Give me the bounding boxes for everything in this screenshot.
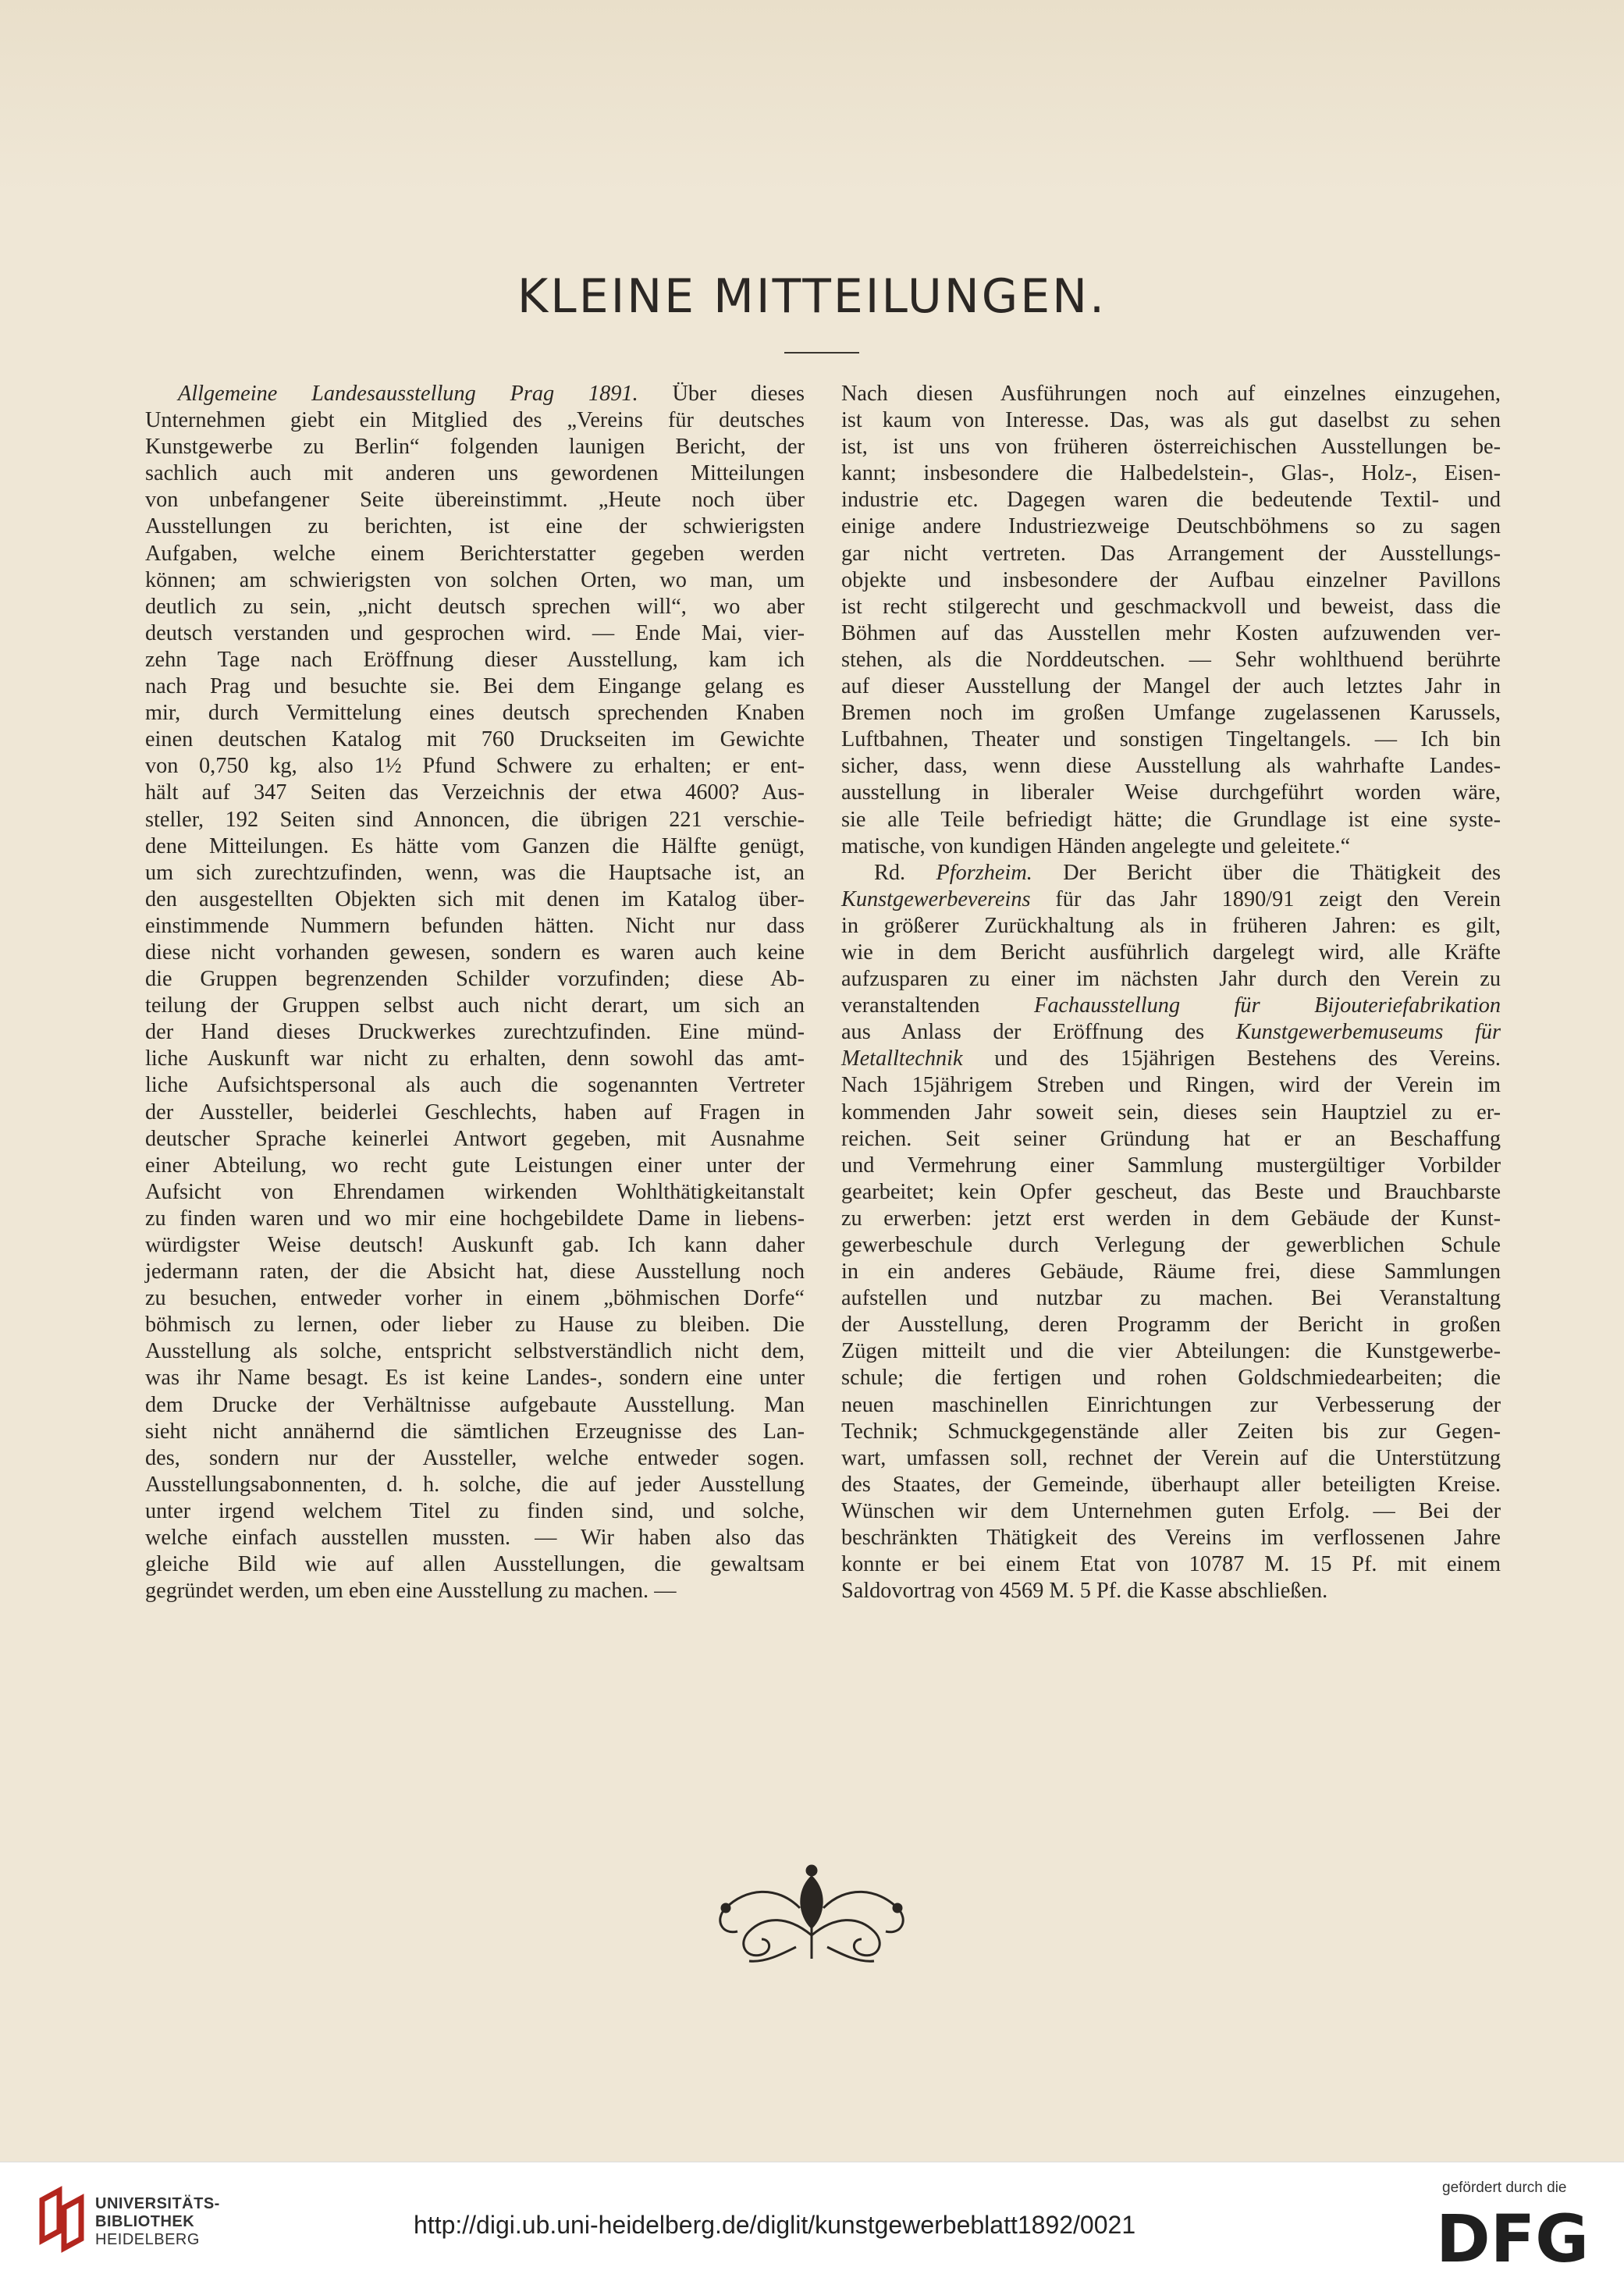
text-run: böhmisch zu lernen, oder lieber zu Hause zu bleiben. Die <box>145 1313 805 1338</box>
text-run: nach Prag und besuchte sie. Bei dem Eingange gelang es <box>145 674 805 699</box>
text-line <box>145 940 805 966</box>
text-run: Ausstellungsabonnenten, d. h. solche, die auf jeder Ausstellung <box>145 1472 805 1497</box>
text-run: Über dieses <box>638 382 805 406</box>
text-line <box>145 1019 805 1046</box>
text-line <box>841 966 1501 993</box>
text-line <box>145 1525 805 1551</box>
text-line <box>145 1285 805 1312</box>
text-run: welche einfach ausstellen mussten. — Wir haben also das <box>145 1526 805 1551</box>
text-run: einige andere Industriezweige Deutschböhmens so zu sagen <box>841 514 1501 539</box>
left-column <box>145 381 805 1604</box>
text-run: gegründet werden, um eben eine Ausstellung zu machen. — <box>145 1579 677 1604</box>
text-line <box>841 753 1501 780</box>
title-rule <box>784 352 859 354</box>
italic-run: Allgemeine Landesausstellung Prag 1891. <box>178 382 638 406</box>
text-run: gearbeitet; kein Opfer gescheut, das Beste und Brauchbarste <box>841 1179 1501 1204</box>
text-line <box>145 1206 805 1232</box>
text-run: in ein anderes Gebäude, Räume frei, diese Sammlungen <box>841 1260 1501 1284</box>
funded-by-label: gefördert durch die <box>1442 2180 1567 2196</box>
text-line <box>841 434 1501 460</box>
text-run: deutscher Sprache keinerlei Antwort gegeben, mit Ausnahme <box>145 1126 805 1151</box>
text-line <box>145 620 805 647</box>
text-run: Zügen mitteilt und die vier Abteilungen: die Kunstgewerbe- <box>841 1339 1501 1364</box>
text-line <box>841 833 1501 860</box>
text-line <box>145 1445 805 1472</box>
library-line: BIBLIOTHEK <box>95 2213 195 2230</box>
text-line <box>841 1019 1501 1046</box>
text-line <box>841 727 1501 753</box>
text-line <box>145 1179 805 1206</box>
text-line <box>841 1046 1501 1072</box>
text-line <box>145 913 805 940</box>
text-run: Ausstellung als solche, entspricht selbstverständlich nicht dem, <box>145 1339 805 1364</box>
text-run: auf dieser Ausstellung der Mangel der auch letztes Jahr in <box>841 674 1501 699</box>
text-line <box>841 647 1501 673</box>
text-line <box>145 673 805 700</box>
text-line <box>841 1578 1501 1604</box>
text-line <box>841 594 1501 620</box>
text-run: der Aussteller, beiderlei Geschlechts, haben auf Fragen in <box>145 1100 805 1125</box>
text-line <box>841 620 1501 647</box>
text-line <box>145 780 805 806</box>
text-line <box>841 1206 1501 1232</box>
text-line <box>841 487 1501 513</box>
text-run: der Hand dieses Druckwerkes zurechtzufinden. Eine münd- <box>145 1020 805 1045</box>
text-run: aufstellen und nutzbar zu machen. Bei Veranstaltung <box>841 1286 1501 1311</box>
text-run: schule; die fertigen und rohen Goldschmiedearbeiten; die <box>841 1366 1501 1391</box>
floral-ornament-icon <box>702 1861 921 1967</box>
text-run: liche Aufsichtspersonal als auch die sogenannten Vertreter <box>145 1073 805 1098</box>
text-line <box>145 434 805 460</box>
text-run: von 0,750 kg, also 1½ Pfund Schwere zu erhalten; er ent- <box>145 754 805 779</box>
text-run: wart, umfassen soll, rechnet der Verein auf die Unterstützung <box>841 1445 1501 1470</box>
text-line <box>145 1153 805 1179</box>
text-run: für das Jahr 1890/91 zeigt den Verein <box>1030 886 1501 911</box>
text-run: ist recht stilgerecht und geschmackvoll und beweist, dass die <box>841 594 1501 619</box>
text-run: Unternehmen giebt ein Mitglied des „Vereins für deutsches <box>145 408 805 433</box>
italic-run: Fachausstellung für Bijouteriefabrikation <box>1034 993 1501 1018</box>
text-run: Technik; Schmuckgegenstände aller Zeiten bis zur Gegen- <box>841 1419 1501 1444</box>
text-line <box>841 1419 1501 1445</box>
text-run: Saldovortrag von 4569 M. 5 Pf. die Kasse abschließen. <box>841 1579 1328 1604</box>
text-run: des Staates, der Gemeinde, überhaupt aller beteiligten Kreise. <box>841 1472 1501 1497</box>
text-run: objekte und insbesondere der Aufbau einzelner Pavillons <box>841 567 1501 592</box>
text-line <box>841 1259 1501 1285</box>
text-run: Böhmen auf das Ausstellen mehr Kosten aufzuwenden ver- <box>841 620 1501 645</box>
text-run: und Vermehrung einer Sammlung mustergültiger Vorbilder <box>841 1153 1501 1178</box>
text-line <box>145 833 805 860</box>
text-line <box>145 727 805 753</box>
text-run: und des 15jährigen Bestehens des Vereins. <box>962 1046 1501 1071</box>
text-line <box>145 1046 805 1072</box>
text-line <box>145 1126 805 1153</box>
source-url[interactable]: http://digi.ub.uni-heidelberg.de/diglit/kunstgewerbeblatt1892/0021 <box>414 2211 1136 2239</box>
text-line <box>145 460 805 487</box>
text-run: Bremen noch im großen Umfange zugelassenen Karussels, <box>841 701 1501 726</box>
text-line <box>145 886 805 913</box>
text-line <box>841 1498 1501 1525</box>
text-line <box>145 407 805 434</box>
text-run: matische, von kundigen Händen angelegte und geleitete.“ <box>841 833 1351 858</box>
text-line <box>145 1365 805 1391</box>
text-line <box>841 673 1501 700</box>
text-line <box>145 1338 805 1365</box>
text-line <box>841 886 1501 913</box>
text-run: Ausstellungen zu berichten, ist eine der schwierigsten <box>145 514 805 539</box>
text-run: wie in dem Bericht ausführlich dargelegt wird, alle Kräfte <box>841 940 1501 965</box>
text-line <box>145 513 805 540</box>
text-line <box>145 1551 805 1578</box>
text-line <box>841 780 1501 806</box>
text-run: Wünschen wir dem Unternehmen guten Erfolg. — Bei der <box>841 1498 1501 1523</box>
text-run: Nach 15jährigem Streben und Ringen, wird der Verein im <box>841 1073 1501 1098</box>
text-run: ist kaum von Interesse. Das, was als gut daselbst zu sehen <box>841 408 1501 433</box>
text-run: aus Anlass der Eröffnung des <box>841 1020 1236 1045</box>
text-run: um sich zurechtzufinden, wenn, was die Hauptsache ist, an <box>145 860 805 885</box>
text-line <box>145 1312 805 1338</box>
text-run: jedermann raten, der die Absicht hat, diese Ausstellung noch <box>145 1260 805 1284</box>
text-line <box>841 1232 1501 1259</box>
text-run: zu erwerben: jetzt erst werden in dem Gebäude der Kunst- <box>841 1206 1501 1231</box>
text-run: zu finden waren und wo mir eine hochgebildete Dame in liebens- <box>145 1206 805 1231</box>
text-line <box>841 1365 1501 1391</box>
text-run: aufzusparen zu einer im nächsten Jahr durch den Verein zu <box>841 967 1501 992</box>
text-line <box>145 1419 805 1445</box>
text-line <box>145 1392 805 1419</box>
text-line <box>841 700 1501 727</box>
text-line <box>841 513 1501 540</box>
text-run: sie alle Teile befriedigt hätte; die Grundlage ist eine syste- <box>841 807 1501 832</box>
text-run: ausstellung in liberaler Weise durchgeführt worden wäre, <box>841 780 1501 805</box>
text-run: Kunstgewerbe zu Berlin“ folgenden launigen Bericht, der <box>145 435 805 460</box>
text-line <box>841 1445 1501 1472</box>
text-run: können; am schwierigsten von solchen Orten, wo man, um <box>145 567 805 592</box>
text-line <box>145 807 805 833</box>
text-line <box>145 487 805 513</box>
text-run: in größerer Zurückhaltung als in früheren Jahren: es gilt, <box>841 913 1501 938</box>
text-line <box>841 1100 1501 1126</box>
text-line <box>145 1578 805 1604</box>
text-line <box>841 1551 1501 1578</box>
text-line <box>841 407 1501 434</box>
text-line <box>841 460 1501 487</box>
text-run: reichen. Seit seiner Gründung hat er an Beschaffung <box>841 1126 1501 1151</box>
text-run: würdigster Weise deutsch! Auskunft gab. Ich kann daher <box>145 1233 805 1257</box>
text-line <box>145 381 805 407</box>
text-run: deutsch verstanden und gesprochen wird. — Ende Mai, vier- <box>145 620 805 645</box>
text-run: steller, 192 Seiten sind Annoncen, die übrigen 221 verschie- <box>145 807 805 832</box>
italic-run: Kunstgewerbevereins <box>841 886 1031 911</box>
text-run: Aufgaben, welche einem Berichterstatter gegeben werden <box>145 541 805 566</box>
text-line <box>145 1232 805 1259</box>
italic-run: Metalltechnik <box>841 1046 963 1071</box>
right-column <box>841 381 1501 1604</box>
text-run: was ihr Name besagt. Es ist keine Landes-, sondern eine unter <box>145 1366 805 1391</box>
text-run: sicher, dass, wenn diese Ausstellung als wahrhafte Landes- <box>841 754 1501 779</box>
text-line <box>841 1179 1501 1206</box>
text-line <box>841 913 1501 940</box>
text-run: Aufsicht von Ehrendamen wirkenden Wohlthätigkeitanstalt <box>145 1179 805 1204</box>
footer-bar <box>0 2162 1624 2281</box>
text-line <box>841 993 1501 1019</box>
page-title: KLEINE MITTEILUNGEN. <box>517 269 1107 324</box>
text-line <box>145 860 805 886</box>
text-line <box>145 567 805 594</box>
text-run: Luftbahnen, Theater und sonstigen Tingeltangels. — Ich bin <box>841 727 1501 752</box>
text-run: diese nicht vorhanden gewesen, sondern es waren auch keine <box>145 940 805 965</box>
library-line: UNIVERSITÄTS- <box>95 2195 220 2212</box>
text-line <box>145 753 805 780</box>
text-line <box>841 860 1501 886</box>
text-run: unter irgend welchem Titel zu finden sind, und solche, <box>145 1498 805 1523</box>
text-run: einstimmende Nummern befunden hätten. Nicht nur dass <box>145 913 805 938</box>
text-run: sachlich auch mit anderen uns gewordenen Mitteilungen <box>145 461 805 486</box>
italic-run: Pforzheim. <box>936 860 1032 885</box>
text-run: liche Auskunft war nicht zu erhalten, denn sowohl das amt- <box>145 1046 805 1071</box>
text-run: zehn Tage nach Eröffnung dieser Ausstellung, kam ich <box>145 647 805 672</box>
dfg-wordmark: DFG <box>1436 2205 1590 2268</box>
text-run: kommenden Jahr soweit sein, dieses sein Hauptziel zu er- <box>841 1100 1501 1125</box>
text-line <box>841 541 1501 567</box>
text-line <box>145 966 805 993</box>
text-line <box>841 1285 1501 1312</box>
text-line <box>145 1259 805 1285</box>
text-run: stehen, als die Norddeutschen. — Sehr wohlthuend berührte <box>841 647 1501 672</box>
text-run: veranstaltenden <box>841 993 1035 1018</box>
text-line <box>841 1338 1501 1365</box>
library-name <box>95 2195 220 2249</box>
text-line <box>145 1472 805 1498</box>
text-run: kannt; insbesondere die Halbedelstein-, Glas-, Holz-, Eisen- <box>841 461 1501 486</box>
text-run: die Gruppen begrenzenden Schilder vorzufinden; diese Ab- <box>145 967 805 992</box>
text-run: Nach diesen Ausführungen noch auf einzelnes einzugehen, <box>841 382 1501 406</box>
text-line <box>841 1392 1501 1419</box>
text-line <box>145 1100 805 1126</box>
text-line <box>841 1525 1501 1551</box>
text-line <box>841 940 1501 966</box>
text-run: einen deutschen Katalog mit 760 Druckseiten im Gewichte <box>145 727 805 752</box>
text-line <box>145 700 805 727</box>
text-run: deutlich zu sein, „nicht deutsch sprechen will“, wo aber <box>145 594 805 619</box>
text-run: industrie etc. Dagegen waren die bedeutende Textil- und <box>841 488 1501 513</box>
text-line <box>841 1472 1501 1498</box>
text-line <box>145 1072 805 1099</box>
library-line: HEIDELBERG <box>95 2231 200 2248</box>
text-run: gleiche Bild wie auf allen Ausstellungen, die gewaltsam <box>145 1552 805 1577</box>
text-run: hält auf 347 Seiten das Verzeichnis der etwa 4600? Aus- <box>145 780 805 805</box>
ub-heidelberg-logo-icon <box>36 2184 87 2262</box>
text-run: des, sondern nur der Aussteller, welche entweder sogen. <box>145 1445 805 1470</box>
text-run: konnte er bei einem Etat von 10787 M. 15 Pf. mit einem <box>841 1552 1501 1577</box>
text-run: Rd. <box>874 860 936 885</box>
dfg-logo-icon <box>1436 2205 1596 2268</box>
text-run: den ausgestellten Objekten sich mit denen im Katalog über- <box>145 886 805 911</box>
text-run: gewerbeschule durch Verlegung der gewerblichen Schule <box>841 1233 1501 1257</box>
text-run: gar nicht vertreten. Das Arrangement der Ausstellungs- <box>841 541 1501 566</box>
text-line <box>145 541 805 567</box>
text-line <box>841 1153 1501 1179</box>
text-line <box>841 1072 1501 1099</box>
text-line <box>841 381 1501 407</box>
text-line <box>841 807 1501 833</box>
show-through-area <box>0 0 1624 195</box>
text-line <box>145 993 805 1019</box>
text-run: mir, durch Vermittelung eines deutsch sprechenden Knaben <box>145 701 805 726</box>
text-run: neuen maschinellen Einrichtungen zur Verbesserung der <box>841 1392 1501 1417</box>
text-run: teilung der Gruppen selbst auch nicht derart, um sich an <box>145 993 805 1018</box>
text-line <box>145 647 805 673</box>
text-run: der Ausstellung, deren Programm der Bericht in großen <box>841 1313 1501 1338</box>
text-run: zu besuchen, entweder vorher in einem „böhmischen Dorfe“ <box>145 1286 805 1311</box>
text-line <box>841 1126 1501 1153</box>
text-run: sieht nicht annähernd die sämtlichen Erzeugnisse des Lan- <box>145 1419 805 1444</box>
text-run: Der Bericht über die Thätigkeit des <box>1032 860 1501 885</box>
text-run: ist, ist uns von früheren österreichischen Ausstellungen be- <box>841 435 1501 460</box>
text-run: dem Drucke der Verhältnisse aufgebaute Ausstellung. Man <box>145 1392 805 1417</box>
text-line <box>145 1498 805 1525</box>
italic-run: Kunstgewerbemuseums für <box>1235 1020 1501 1045</box>
text-run: von unbefangener Seite übereinstimmt. „Heute noch über <box>145 488 805 513</box>
text-run: einer Abteilung, wo recht gute Leistungen einer unter der <box>145 1153 805 1178</box>
text-run: beschränkten Thätigkeit des Vereins im verflossenen Jahre <box>841 1526 1501 1551</box>
text-line <box>145 594 805 620</box>
text-run: dene Mitteilungen. Es hätte vom Ganzen die Hälfte genügt, <box>145 833 805 858</box>
text-line <box>841 567 1501 594</box>
text-line <box>841 1312 1501 1338</box>
